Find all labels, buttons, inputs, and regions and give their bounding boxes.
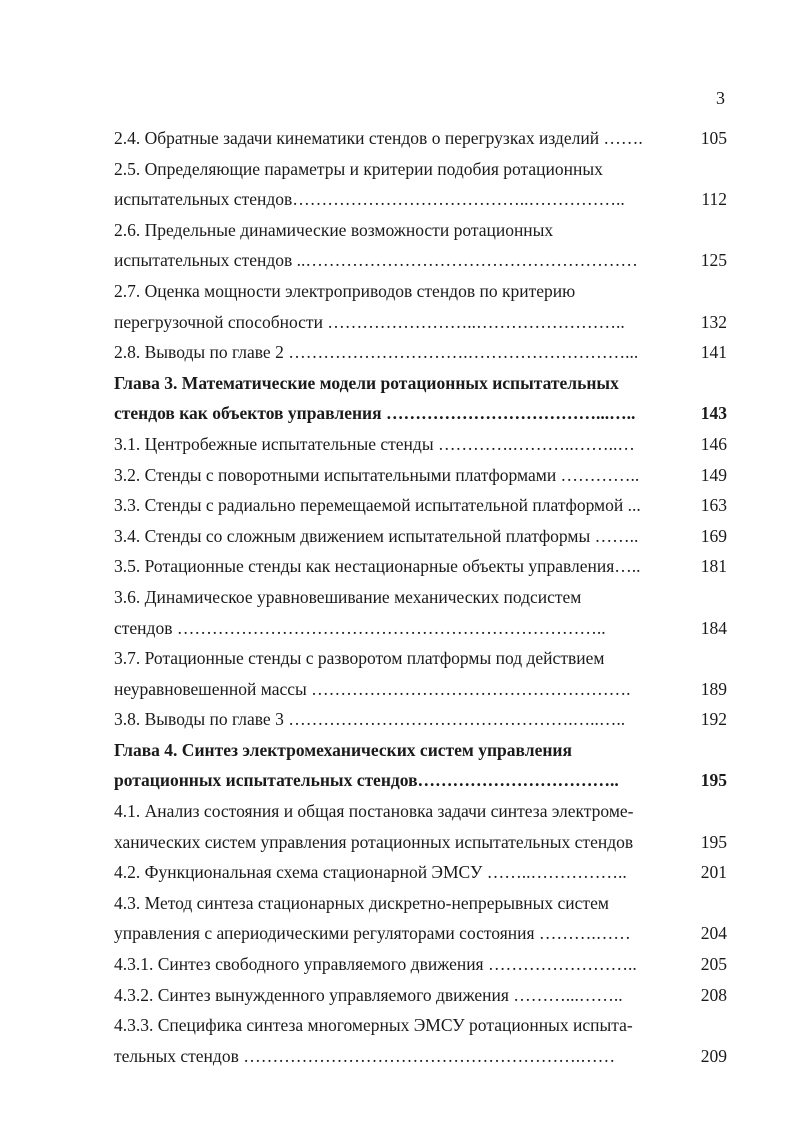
toc-page-number: 181: [700, 556, 727, 577]
toc-line: [114, 490, 730, 521]
toc-line: [114, 582, 730, 613]
toc-page-number: 105: [700, 128, 727, 148]
toc-chapter-line: [114, 765, 730, 796]
toc-line: [114, 613, 730, 644]
toc-page-number: 169: [700, 525, 727, 546]
toc-line: [114, 551, 730, 582]
table-of-contents: [114, 123, 730, 1071]
toc-line: [114, 215, 730, 246]
toc-entry-text: 3.7. Ротационные стенды с разворотом платформы под действием: [114, 648, 605, 669]
toc-entry-text: ротационных испытательных стендов……………………………..: [114, 770, 619, 791]
toc-page-number: 195: [700, 770, 727, 791]
toc-line: [114, 337, 730, 368]
toc-page-number: 146: [700, 433, 727, 454]
toc-entry-text: 2.6. Предельные динамические возможности ротационных: [114, 219, 554, 240]
toc-entry-text: 3.8. Выводы по главе 3 ………………………………………….…..…..: [114, 709, 626, 730]
toc-line: [114, 980, 730, 1011]
toc-page-number: 208: [700, 984, 727, 1005]
toc-line: [114, 949, 730, 980]
toc-chapter-line: [114, 368, 730, 399]
toc-entry-text: 3.6. Динамическое уравновешивание механических подсистем: [114, 586, 582, 607]
toc-line: [114, 154, 730, 185]
toc-page-number: 149: [700, 464, 727, 485]
toc-line: [114, 184, 730, 215]
toc-page-number: 112: [701, 189, 727, 210]
toc-line: [114, 888, 730, 919]
toc-page-number: 163: [700, 495, 727, 516]
toc-entry-text: тельных стендов ………………………………………………….……: [114, 1045, 616, 1066]
toc-page-number: 189: [700, 678, 727, 699]
toc-entry-text: 3.4. Стенды со сложным движением испытательной платформы ……..: [114, 525, 639, 546]
toc-entry-text: стендов как объектов управления ………………………………...…..: [114, 403, 636, 424]
toc-line: [114, 460, 730, 491]
toc-line: [114, 276, 730, 307]
toc-entry-text: управления с апериодическими регуляторами состояния ……….……: [114, 923, 631, 944]
toc-entry-text: 4.3.1. Синтез свободного управляемого движения ……………………..: [114, 954, 637, 975]
toc-page-number: 209: [700, 1045, 727, 1066]
toc-page-number: 205: [700, 954, 727, 975]
toc-entry-text: 4.1. Анализ состояния и общая постановка задачи синтеза электроме-: [114, 801, 634, 822]
toc-line: [114, 1041, 730, 1072]
toc-entry-text: испытательных стендов ..…………………………………………………: [114, 250, 638, 271]
toc-page-number: 125: [700, 250, 727, 271]
toc-line: [114, 796, 730, 827]
toc-line: [114, 1010, 730, 1041]
toc-entry-text: 4.3.3. Специфика синтеза многомерных ЭМСУ ротационных испыта-: [114, 1015, 633, 1036]
toc-entry-text: перегрузочной способности ……………………..……………………..: [114, 311, 625, 332]
toc-line: [114, 857, 730, 888]
toc-line: [114, 429, 730, 460]
toc-page-number: 195: [700, 831, 727, 852]
toc-page-number: 184: [700, 617, 727, 638]
toc-page-number: 132: [700, 311, 727, 332]
toc-entry-text: 3.3. Стенды с радиально перемещаемой испытательной платформой ...: [114, 495, 641, 516]
toc-entry-text: 3.5. Ротационные стенды как нестационарные объекты управления…..: [114, 556, 641, 577]
toc-entry-text: 3.1. Центробежные испытательные стенды ………….………..……..…: [114, 433, 635, 454]
toc-page-number: 141: [700, 342, 727, 363]
toc-entry-text: 2.7. Оценка мощности электроприводов стендов по критерию: [114, 280, 576, 301]
toc-entry-text: 4.2. Функциональная схема стационарной ЭМСУ ……..……………..: [114, 862, 627, 883]
toc-line: [114, 827, 730, 858]
toc-entry-text: испытательных стендов…………………………………..……………..: [114, 189, 625, 210]
toc-chapter-line: [114, 735, 730, 766]
toc-entry-text: 2.4. Обратные задачи кинематики стендов о перегрузках изделий …….: [114, 128, 643, 148]
toc-entry-text: стендов ………………………………………………………………..: [114, 617, 606, 638]
toc-line: [114, 918, 730, 949]
toc-entry-text: Глава 4. Синтез электромеханических систем управления: [114, 739, 572, 760]
page-number: 3: [716, 88, 725, 108]
toc-line: [114, 123, 730, 154]
toc-entry-text: Глава 3. Математические модели ротационных испытательных: [114, 372, 619, 393]
toc-line: [114, 704, 730, 735]
toc-page-number: 201: [700, 862, 727, 883]
toc-page-number: 143: [700, 403, 727, 424]
toc-page-number: 204: [700, 923, 727, 944]
toc-entry-text: 3.2. Стенды с поворотными испытательными платформами …………..: [114, 464, 640, 485]
toc-line: [114, 307, 730, 338]
toc-line: [114, 643, 730, 674]
toc-entry-text: неуравновешенной массы ……………………………………………….: [114, 678, 631, 699]
toc-chapter-line: [114, 398, 730, 429]
toc-entry-text: 4.3.2. Синтез вынужденного управляемого движения ………...……..: [114, 984, 623, 1005]
toc-entry-text: 4.3. Метод синтеза стационарных дискретно-непрерывных систем: [114, 892, 609, 913]
toc-entry-text: 2.8. Выводы по главе 2 ………………………….………………………...: [114, 342, 639, 363]
toc-entry-text: 2.5. Определяющие параметры и критерии подобия ротационных: [114, 158, 603, 179]
toc-page-number: 192: [700, 709, 727, 730]
toc-entry-text: ханических систем управления ротационных испытательных стендов: [114, 831, 634, 852]
toc-line: [114, 245, 730, 276]
toc-line: [114, 674, 730, 705]
toc-line: [114, 521, 730, 552]
